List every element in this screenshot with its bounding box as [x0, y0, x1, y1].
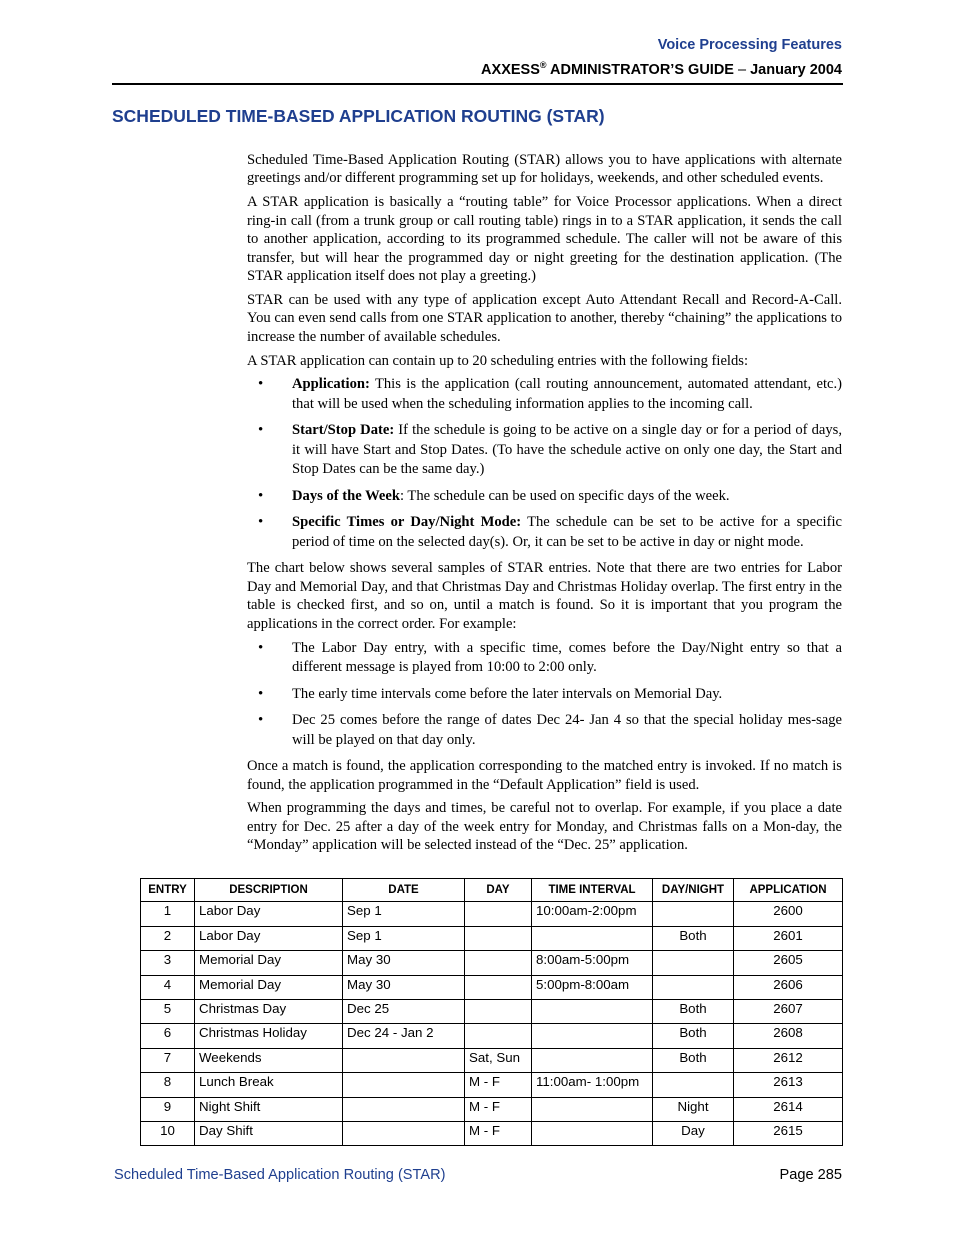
star-entries-table — [140, 878, 843, 1146]
bullet-icon: • — [258, 514, 264, 531]
column-header: TIME INTERVAL — [532, 879, 653, 902]
paragraph-fields-intro: A STAR application can contain up to 20 scheduling entries with the following fields: — [247, 352, 749, 369]
page-title: SCHEDULED TIME-BASED APPLICATION ROUTING (STAR) — [112, 106, 605, 126]
body-text — [247, 151, 842, 860]
paragraph-match: Once a match is found, the application corresponding to the matched entry is invoked. If no match is found, the application programmed in the “Default Application” field is used. — [247, 758, 842, 793]
examples-list — [247, 639, 842, 751]
table-row: 2 Labor Day Sep 1 Both 2601 — [141, 926, 843, 950]
list-item: • Start/Stop Date: If the schedule is going to be active on a single day or for a period of days, it will have Start and Stop Dates. (To have the schedule active on only one day, the Start and Stop Dates can be the same day.) — [258, 422, 842, 478]
guide-brand: AXXESS — [481, 61, 540, 78]
guide-title: ADMINISTRATOR’S GUIDE — [546, 61, 734, 78]
running-header-section: Voice Processing Features — [657, 37, 842, 53]
bullet-icon: • — [258, 639, 264, 656]
bullet-icon: • — [258, 685, 264, 702]
bullet-icon: • — [258, 376, 264, 393]
column-header: DAY/NIGHT — [653, 879, 734, 902]
header-rule — [112, 83, 843, 85]
table-row: 3 Memorial Day May 30 8:00am-5:00pm 2605 — [141, 951, 843, 975]
paragraph-chart-intro: The chart below shows several samples of STAR entries. Note that there are two entries for Labor Day and Memorial Day, and that Christmas Day and Christmas Holiday overlap. The first entry in the table is checked first, and so on, until a match is found. So it is important that you program the applications in the correct order. For example: — [247, 560, 842, 632]
list-item: • Days of the Week: The schedule can be used on specific days of the week. — [247, 487, 842, 507]
running-header-guide — [481, 60, 842, 78]
footer-section-title: Scheduled Time-Based Application Routing (STAR) — [114, 1167, 446, 1183]
column-header: DAY — [465, 879, 532, 902]
column-header: APPLICATION — [734, 879, 843, 902]
column-header: DATE — [343, 879, 465, 902]
list-item: • Dec 25 comes before the range of dates Dec 24- Jan 4 so that the special holiday mes-sage will be played on that day only. — [258, 712, 842, 748]
paragraph-intro: Scheduled Time-Based Application Routing (STAR) allows you to have applications with alternate greetings and/or different programming set up for holidays, weekends, and other scheduled events. — [247, 152, 842, 187]
paragraph-routing-table: A STAR application is basically a “routing table” for Voice Processor applications. When a direct ring-in call (from a trunk group or call routing table) rings in to a STAR application, it sends the call to another application, according to its programmed schedule. The caller will not be aware of this transfer, but will hear the programmed day or night greeting for the destination application. (The STAR application itself does not play a greeting.) — [247, 194, 842, 284]
table-row: 9 Night Shift M - F Night 2614 — [141, 1097, 843, 1121]
table-row: 8 Lunch Break M - F 11:00am- 1:00pm 2613 — [141, 1073, 843, 1097]
list-item: • Specific Times or Day/Night Mode: The schedule can be set to be active for a specific period of time on the selected day(s). Or, it can be set to be active in day or night mode. — [258, 514, 842, 550]
paragraph-chaining: STAR can be used with any type of application except Auto Attendant Recall and Record-A-Call. You can even send calls from one STAR application to another, thereby “chaining” the applications to increase the number of available schedules. — [247, 291, 842, 345]
list-item: • The early time intervals come before the later intervals on Memorial Day. — [247, 685, 842, 705]
bullet-icon: • — [258, 712, 264, 729]
list-item: • Application: This is the application (call routing announcement, automated attendant, etc.) that will be used when the scheduling information applies to the incoming call. — [258, 376, 842, 412]
bullet-icon: • — [258, 422, 264, 439]
registered-mark: ® — [539, 60, 547, 70]
table-row: 4 Memorial Day May 30 5:00pm-8:00am 2606 — [141, 975, 843, 999]
table-row: 1 Labor Day Sep 1 10:00am-2:00pm 2600 — [141, 902, 843, 926]
list-item: • The Labor Day entry, with a specific time, comes before the Day/Night entry so that a different message is played from 10:00 to 2:00 only. — [258, 639, 842, 676]
table-row: 7 Weekends Sat, Sun Both 2612 — [141, 1048, 843, 1072]
table-header-row — [141, 879, 843, 902]
page-number: Page 285 — [779, 1167, 842, 1183]
table-row: 10 Day Shift M - F Day 2615 — [141, 1121, 843, 1145]
guide-dash: – — [733, 61, 751, 78]
paragraph-overlap: When programming the days and times, be careful not to overlap. For example, if you place a date entry for Dec. 25 after a day of the week entry for Monday, and Christmas falls on a Mon-day, the “Monday” application will be selected instead of the “Dec. 25” application. — [247, 800, 842, 854]
guide-date: January 2004 — [750, 61, 842, 78]
table-row: 6 Christmas Holiday Dec 24 - Jan 2 Both 2608 — [141, 1024, 843, 1048]
bullet-icon: • — [258, 487, 264, 504]
column-header: ENTRY — [141, 879, 195, 902]
column-header: DESCRIPTION — [195, 879, 343, 902]
table-row: 5 Christmas Day Dec 25 Both 2607 — [141, 999, 843, 1023]
fields-list — [247, 375, 842, 552]
